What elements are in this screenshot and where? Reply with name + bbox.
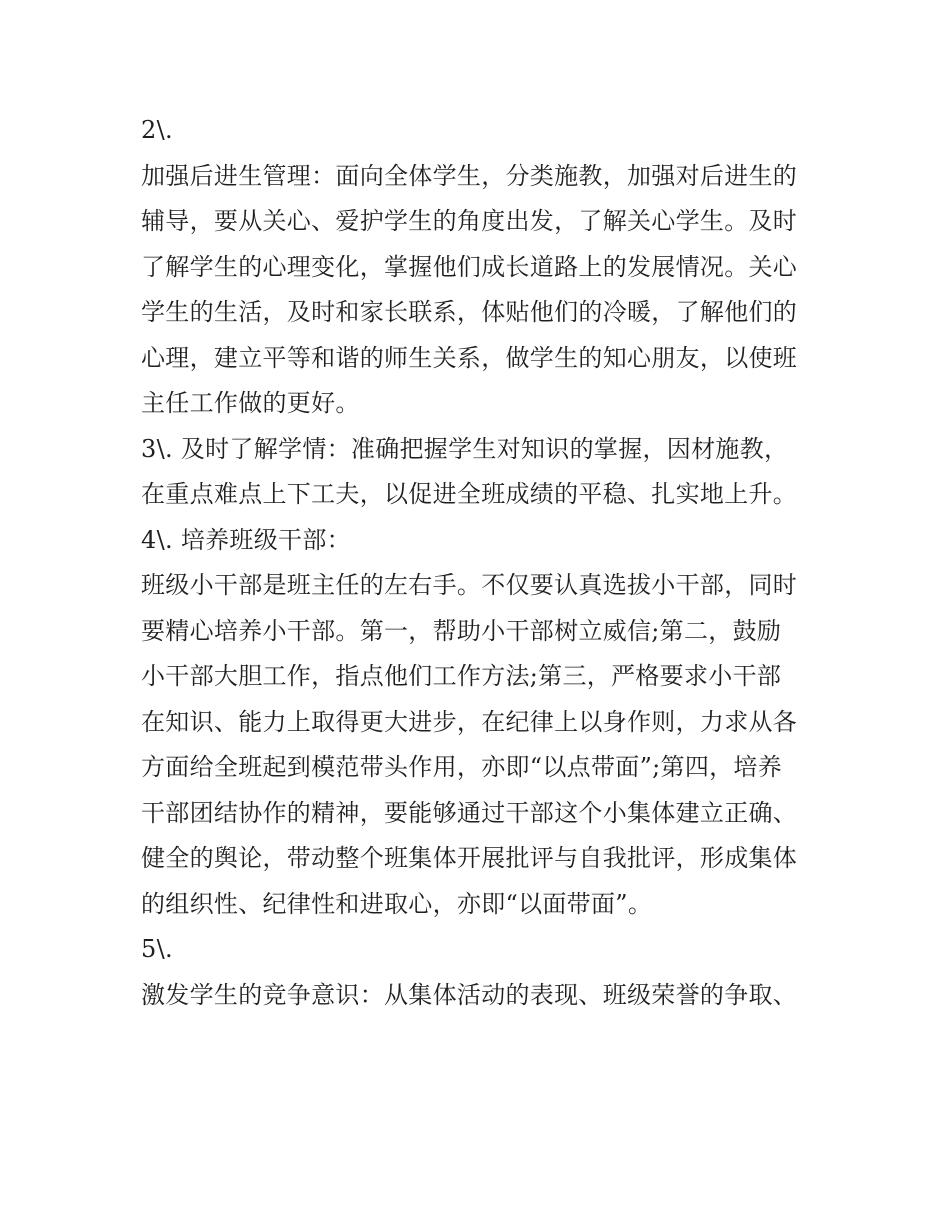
text-line: 2\. xyxy=(141,116,173,144)
text-line: 在重点难点上下工夫，以促进全班成绩的平稳、扎实地上升。 xyxy=(141,480,798,508)
text-line: 要精心培养小干部。第一，帮助小干部树立威信;第二，鼓励 xyxy=(141,616,782,645)
text-line: 主任工作做的更好。 xyxy=(141,389,360,417)
text-line: 小干部大胆工作，指点他们工作方法;第三，严格要求小干部 xyxy=(141,662,782,690)
text-line: 4\. 培养班级干部： xyxy=(141,525,351,554)
text-line: 的组织性、纪律性和进取心，亦即“以面带面”。 xyxy=(141,889,653,918)
text-line: 辅导，要从关心、爱护学生的角度出发，了解关心学生。及时 xyxy=(141,207,798,235)
text-line: 在知识、能力上取得更大进步，在纪律上以身作则，力求从各 xyxy=(141,707,798,736)
text-line: 干部团结协作的精神，要能够通过干部这个小集体建立正确、 xyxy=(141,798,798,827)
text-line: 了解学生的心理变化，掌握他们成长道路上的发展情况。关心 xyxy=(141,252,798,281)
text-line: 加强后进生管理：面向全体学生，分类施教，加强对后进生的 xyxy=(141,161,798,190)
text-line: 激发学生的竞争意识：从集体活动的表现、班级荣誉的争取、 xyxy=(141,980,798,1009)
document-body xyxy=(141,108,821,1018)
text-line: 学生的生活，及时和家长联系，体贴他们的冷暖，了解他们的 xyxy=(141,298,798,326)
text-line: 班级小干部是班主任的左右手。不仅要认真选拔小干部，同时 xyxy=(141,571,798,599)
text-line: 心理，建立平等和谐的师生关系，做学生的知心朋友，以使班 xyxy=(141,343,798,372)
text-line: 5\. xyxy=(141,935,173,963)
text-line: 方面给全班起到模范带头作用，亦即“以点带面”;第四，培养 xyxy=(141,753,783,781)
text-line: 健全的舆论，带动整个班集体开展批评与自我批评，形成集体 xyxy=(141,844,798,872)
text-line: 3\. 及时了解学情：准确把握学生对知识的掌握，因材施教， xyxy=(141,434,789,463)
